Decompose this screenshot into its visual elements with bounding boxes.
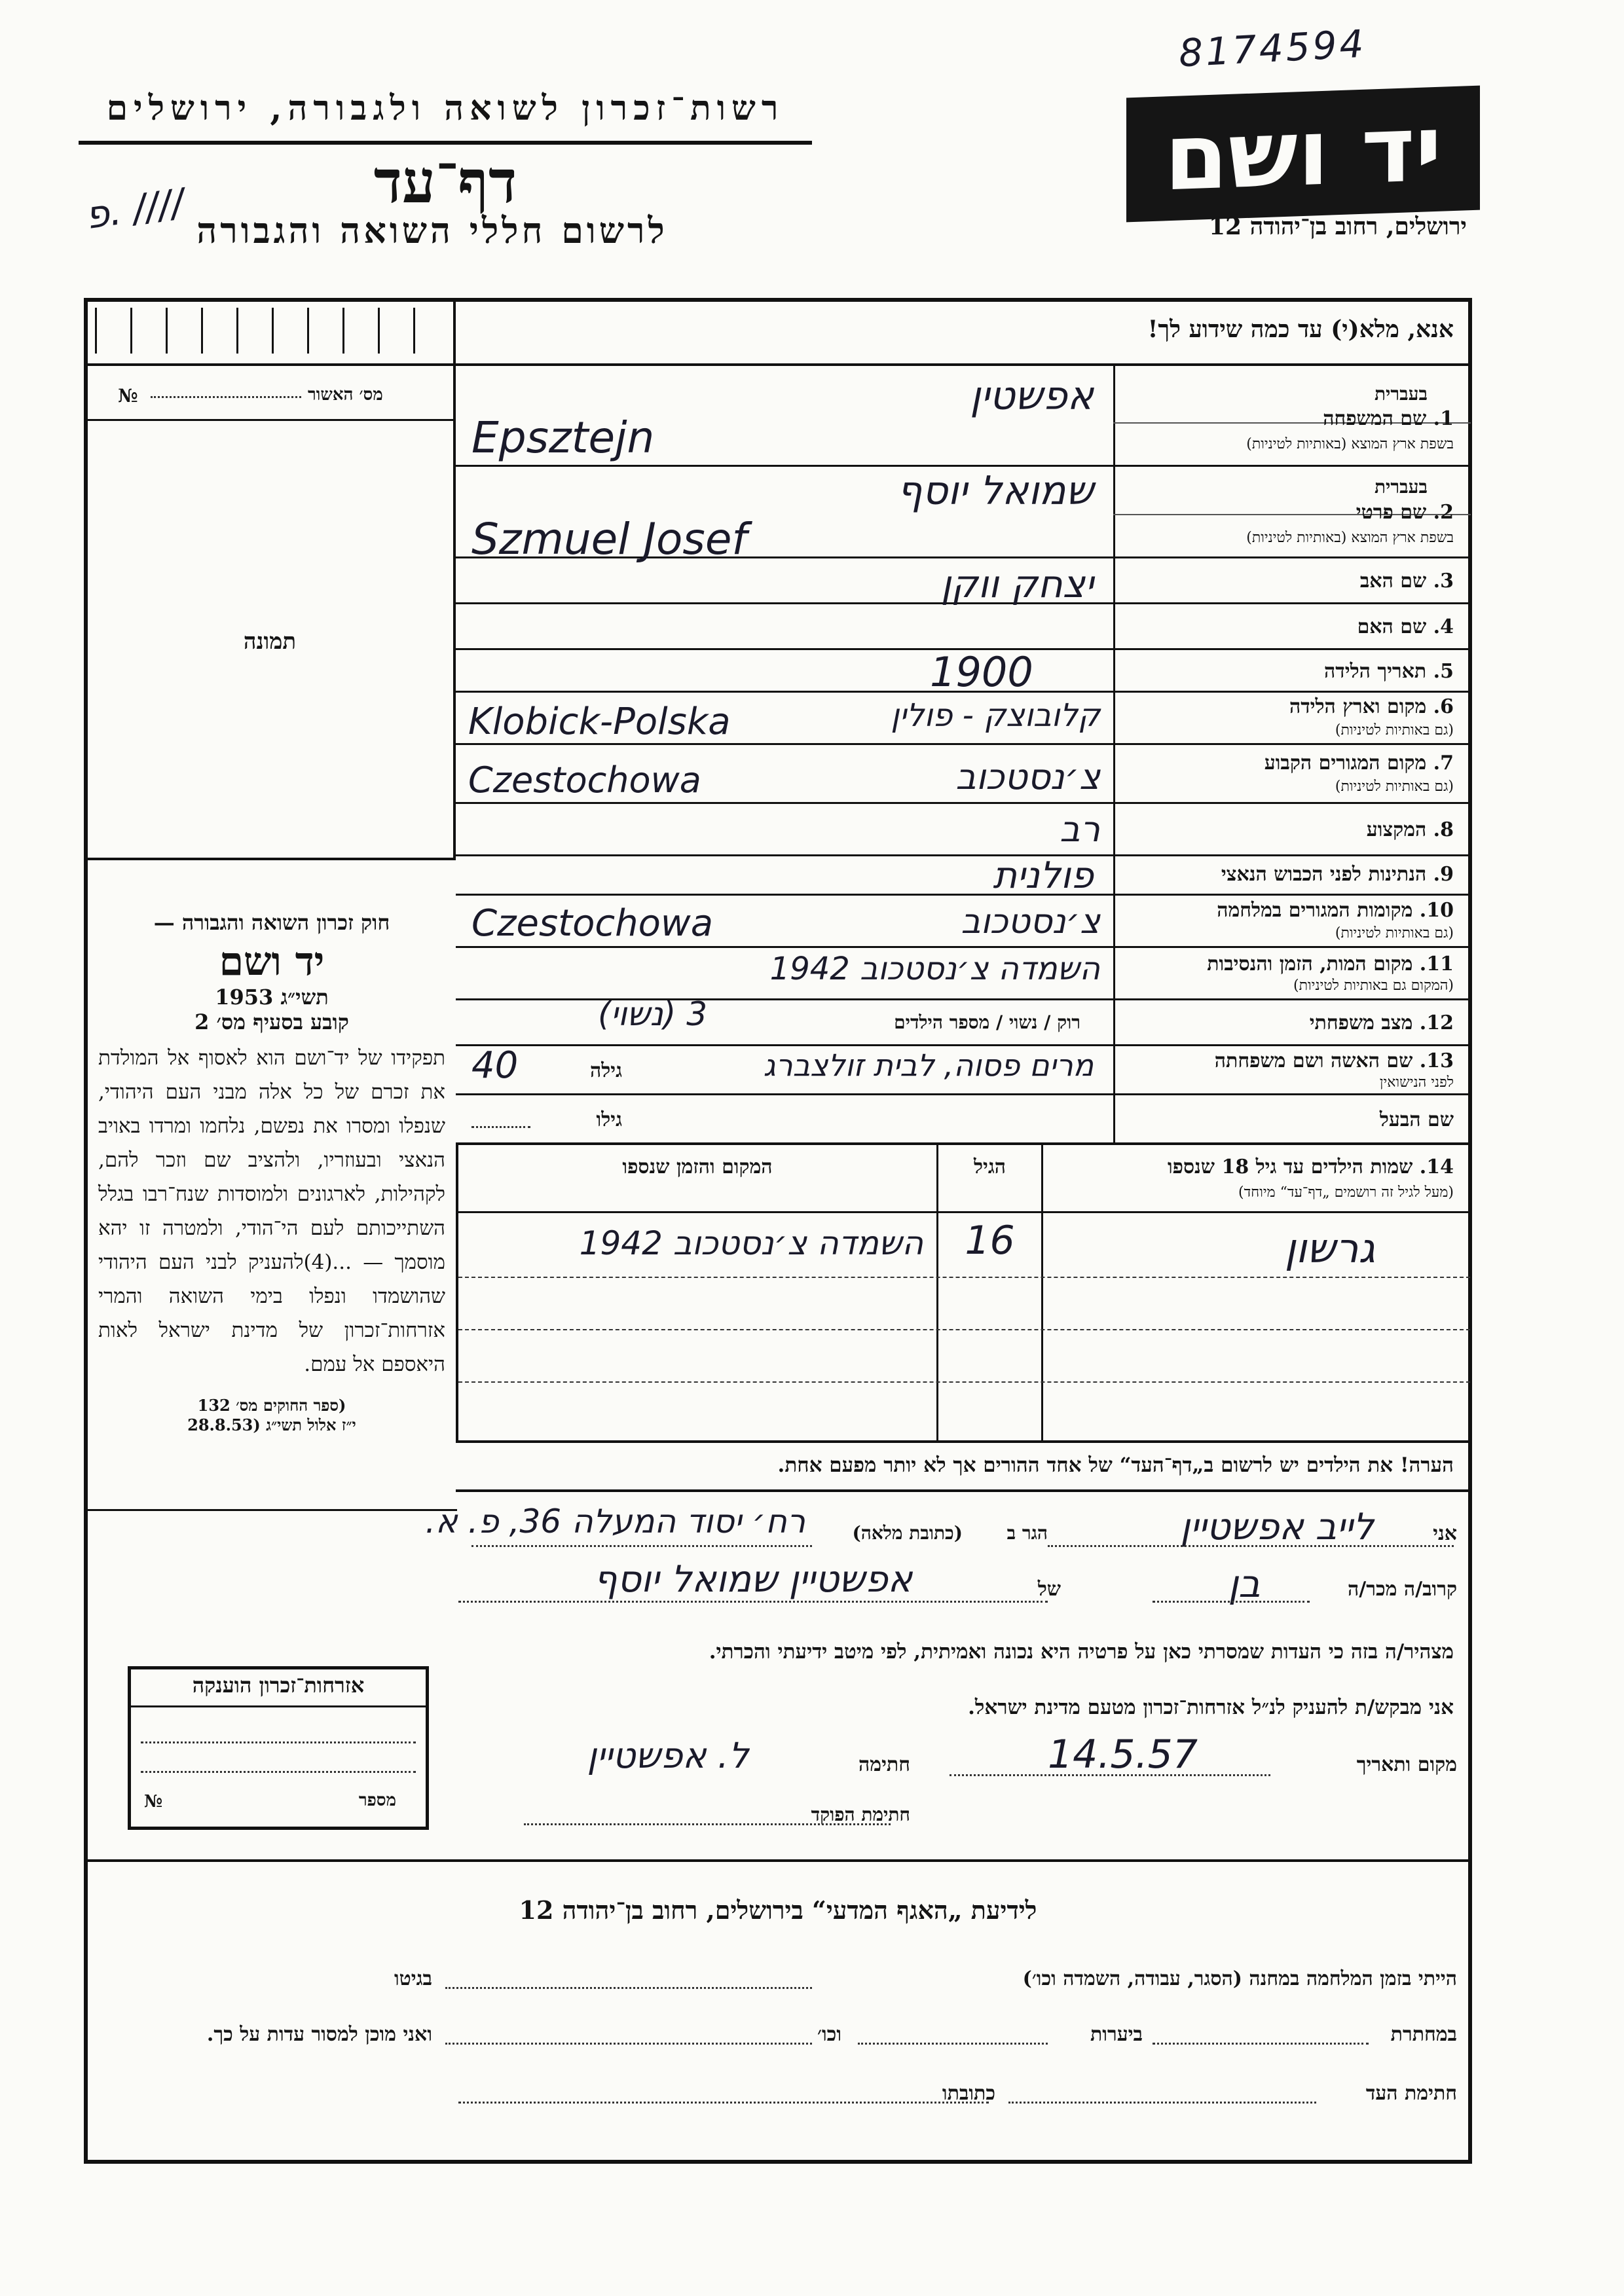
row-line-14 [456, 1142, 1471, 1145]
lang-tag-2: בעברית [1374, 476, 1428, 498]
field-8-label: 8. המקצוע [1366, 818, 1454, 841]
bottom-line3-dots-1 [1008, 2102, 1316, 2104]
digit-boxes [95, 308, 449, 354]
field-9-label: 9. הנתינות לפני הכבוש הנאצי [1221, 863, 1454, 886]
husband-age-dots [471, 1126, 530, 1128]
archive-number: 8174594 [1177, 21, 1367, 76]
field-1-value-latin: Epsztejn [471, 412, 655, 463]
field-husband-label: שם הבעל [1379, 1108, 1454, 1131]
child-place: השמדה צ׳נסטכוב 1942 [579, 1224, 923, 1262]
law-source-1: (ספר החוקים מס׳ 132 [197, 1396, 346, 1415]
instruction-row-bottom [84, 363, 1472, 366]
field-2-value-latin: Szmuel Josef [471, 514, 747, 564]
bottom-line2-c: וכו׳ [817, 2023, 841, 2046]
bottom-line3-b: כתובתו [942, 2082, 995, 2105]
yad-vashem-logo [1126, 86, 1480, 223]
bottom-line3-dots-2 [458, 2102, 989, 2104]
organization-line: רשות־זכרון לשואה ולגבורה, ירושלים [106, 88, 784, 128]
decl-address-dots [471, 1545, 812, 1547]
decl-relative-dots [1153, 1601, 1310, 1603]
stamp-box-number-label: מספר [358, 1791, 396, 1810]
field-6-value-latin: Klobick-Polska [468, 701, 731, 743]
decl-relative-label: קרוב/ה מכר/ה [1348, 1578, 1457, 1601]
approval-no-label: מס׳ האשור [308, 385, 383, 405]
instruction-row-divider [453, 298, 456, 363]
bottom-separator [84, 1859, 1472, 1862]
field-1-value-he: אפשטין [970, 373, 1094, 419]
field-1-sub: בשפת ארץ המוצא (באותיות לטיניות) [1246, 436, 1454, 452]
stamp-box-line-1 [141, 1741, 416, 1743]
approval-row-line [84, 419, 456, 421]
decl-name-value: לייב אפשטיין [1180, 1506, 1374, 1548]
children-col-place: המקום והזמן שנספו [622, 1156, 773, 1178]
field-13-age-label: גילה [589, 1059, 622, 1082]
field-10-label: 10. מקומות המגורים במלחמה [1217, 899, 1454, 922]
field-2-sub: בשפת ארץ המוצא (באותיות לטיניות) [1246, 530, 1454, 546]
field-13-age-value: 40 [471, 1044, 519, 1087]
field-7-value-latin: Czestochowa [468, 759, 701, 801]
bottom-line2-b: ביערות [1090, 2023, 1143, 2046]
field-2-label: 2. שם פרטי [1356, 501, 1454, 524]
form-subtitle: לרשום חללי השואה והגבורה [196, 210, 668, 251]
children-col-age: הגיל [973, 1156, 1006, 1178]
header-address: ירושלים, רחוב בן־יהודה 12 [1208, 213, 1467, 240]
field-6-label: 6. מקום וארץ הלידה [1289, 695, 1454, 718]
row-line-12 [456, 1044, 1471, 1046]
field-6-value-he: קלובוצק - פולין [891, 697, 1100, 734]
child-name: גרשון [1284, 1224, 1375, 1272]
row-line-6 [456, 743, 1471, 745]
decl-place-date-value: 14.5.57 [1048, 1732, 1198, 1777]
field-13-label: 13. שם האשה ושם משפחתה [1214, 1049, 1454, 1072]
fields-label-divider [1113, 363, 1115, 1142]
decl-of-dots [458, 1601, 1048, 1603]
field-7-value-he: צ׳נסטכוב [955, 756, 1100, 797]
bottom-line3-a: חתימת העד [1365, 2082, 1457, 2105]
approval-no-symbol: № [118, 385, 138, 407]
law-body: תפקידו של יד־ושם הוא לאסוף אל המולדת את זכרם של כל אלה מבני העם היהודי, שנפלו ומסרו את נפשם, נלחמו ומרדו באויב הנאצי ובעוזריו, ולהציב שם וזכר להם, לקהילות, לארגונים ולמוסדות שנח־רבו בגלל השתייכותם לעם הי־הודי, ולמטרה זו יהא מוסמך — ...(4)להעניק לבני העם היהודי שהושמדו ונפלו בימי השואה והמרי אזרחות־זכרון של מדינת ישראל לאות היאספם אל עמם. [98, 1046, 445, 1376]
decl-signature-value: ל. אפשטיין [587, 1735, 749, 1776]
margin-note: פ. //// [83, 179, 187, 238]
field-12-label: 12. מצב משפחתי [1309, 1011, 1454, 1034]
decl-request: אני מבקש/ת להעניק לנ״ל אזרחות־זכרון מטעם מדינת ישראל. [968, 1696, 1454, 1719]
row-line-7 [456, 802, 1471, 804]
stamp-box-title-line [131, 1705, 426, 1707]
decl-of: של [1037, 1578, 1061, 1601]
law-year: תשי״ג 1953 [215, 985, 329, 1010]
bottom-title: לידיעת „האגף המדעי“ בירושלים, רחוב בן־יהודה 12 [519, 1895, 1037, 1925]
bottom-line2-d: ואני מוכן למסור עדות על כך. [206, 2023, 432, 2046]
children-table-left [456, 1142, 458, 1440]
law-source-2: י״ז אלול תשי״ג (28.8.53 [187, 1415, 356, 1434]
children-table-bottom [456, 1440, 1471, 1443]
field-7-label: 7. מקום המגורים הקבוע [1264, 752, 1454, 774]
field-2-value-he: שמואל יוסף [897, 468, 1094, 514]
field-12-value: 3 (נשוי) [598, 995, 707, 1033]
decl-place-date-label: מקום ותאריך [1356, 1753, 1457, 1776]
photo-box-right [453, 363, 456, 858]
decl-place-date-dots [950, 1774, 1270, 1776]
field-10-sub: (גם באותיות לטיניות) [1335, 925, 1454, 941]
bottom-line2-a: במחתרת [1390, 2023, 1457, 2046]
decl-statement: מצהיר/ה בזה כי העדות שמסרתי כאן על פרטיה היא נכונה ואמיתית, לפי מיטב ידיעתי והכרתי. [709, 1640, 1454, 1664]
stamp-box-number-symbol: № [144, 1792, 163, 1812]
children-col-age-left [936, 1142, 938, 1440]
approval-no-dots [151, 396, 301, 398]
bottom-line1-dots [445, 1987, 812, 1989]
decl-of-value: אפשטיין שמואל יוסף [593, 1558, 913, 1601]
photo-label: תמונה [243, 629, 297, 655]
children-header-line [456, 1211, 1471, 1213]
children-label: 14. שמות הילדים עד גיל 18 שנספו [1167, 1156, 1454, 1178]
decl-address-label: (כתובת מלאה) [852, 1522, 963, 1544]
lang-tag-1: בעברית [1374, 383, 1428, 405]
child-row-line-1 [458, 1277, 1470, 1278]
decl-name-dots [1048, 1545, 1454, 1547]
field-6-sub: (גם באותיות לטיניות) [1335, 722, 1454, 738]
child-row-line-2 [458, 1329, 1470, 1330]
bottom-line2-dots-3 [445, 2043, 812, 2045]
field-9-value: פולנית [993, 854, 1094, 897]
children-sub: (מעל לגיל זה רושמים „דף־עד“ מיוחד) [1238, 1184, 1454, 1201]
decl-officer-dots [524, 1823, 891, 1825]
decl-signature-label: חתימה [858, 1753, 910, 1776]
row-line-13 [456, 1093, 1471, 1095]
stamp-box-title: אזרחות־זכרון הוענקה [192, 1673, 365, 1698]
decl-hagar: הגר ב [1006, 1522, 1048, 1544]
field-11-label: 11. מקום המות, הזמן והנסיבות [1207, 953, 1454, 975]
form-title: דף־עד [373, 147, 517, 217]
child-row-line-3 [458, 1381, 1470, 1383]
law-title: חוק זכרון השואה והגבורה — [153, 910, 390, 935]
header-rule [79, 141, 812, 145]
law-box [98, 910, 445, 1435]
logo-text: יד ושם [1164, 95, 1442, 212]
law-section: קובע בסעיף מס׳ 2 [194, 1010, 349, 1034]
field-5-label: 5. תאריך הלידה [1324, 660, 1454, 683]
instructions: אנא, מלא(י) עד כמה שידוע לך! [1147, 316, 1454, 343]
decl-officer-label: חתימת הפוקד [811, 1804, 910, 1825]
field-10-value-he: צ׳נסטכוב [961, 902, 1100, 941]
decl-relative-value: בן [1228, 1561, 1261, 1606]
child-age: 16 [965, 1218, 1015, 1264]
field-4-label: 4. שם האם [1357, 615, 1454, 638]
row-line-10 [456, 946, 1471, 948]
field-11-value: השמדה צ׳נסטכוב 1942 [769, 951, 1100, 987]
bottom-line2-dots-2 [858, 2043, 1048, 2045]
field-3-label: 3. שם האב [1359, 570, 1454, 592]
field-13-sub: לפני הנישואין [1379, 1074, 1454, 1091]
children-col-age-right [1041, 1142, 1043, 1440]
bottom-line1-b: בגיטו [394, 1967, 432, 1990]
field-12-printed: רוק / נשוי / מספר הילדים [894, 1011, 1080, 1033]
children-note: הערה! את הילדים יש לרשום ב„דף־העד“ של אחד ההורים אך לא יותר מפעם אחת. [777, 1453, 1454, 1477]
field-1-label: 1. שם המשפחה [1323, 407, 1454, 430]
note-line [456, 1489, 1471, 1492]
decl-address-value: רח׳ יסוד המעלה 36, פ. א. [425, 1503, 805, 1540]
field-3-value: יצחק ווקן [940, 562, 1094, 606]
field-5-value: 1900 [930, 648, 1033, 696]
field-8-value: רב [1060, 809, 1100, 850]
field-10-value-latin: Czestochowa [471, 902, 714, 945]
bottom-line1-a: הייתי בזמן המלחמה במחנה (הסגר, עבודה, השמדה וכו׳) [1022, 1967, 1457, 1990]
bottom-line2-dots-1 [1153, 2043, 1369, 2045]
field-husband-age-label: גילו [596, 1108, 622, 1131]
decl-ani: אני [1433, 1522, 1457, 1545]
field-7-sub: (גם באותיות לטיניות) [1335, 778, 1454, 795]
field-11-sub: (המקום גם באותיות לטיניות) [1293, 977, 1454, 994]
photo-box-bottom [84, 858, 456, 860]
stamp-box-line-2 [141, 1771, 416, 1773]
row-line-1 [456, 465, 1471, 467]
field-13-value: מרים פסוה, לבית זולצברג [763, 1048, 1094, 1083]
law-name: יד ושם [219, 939, 325, 985]
